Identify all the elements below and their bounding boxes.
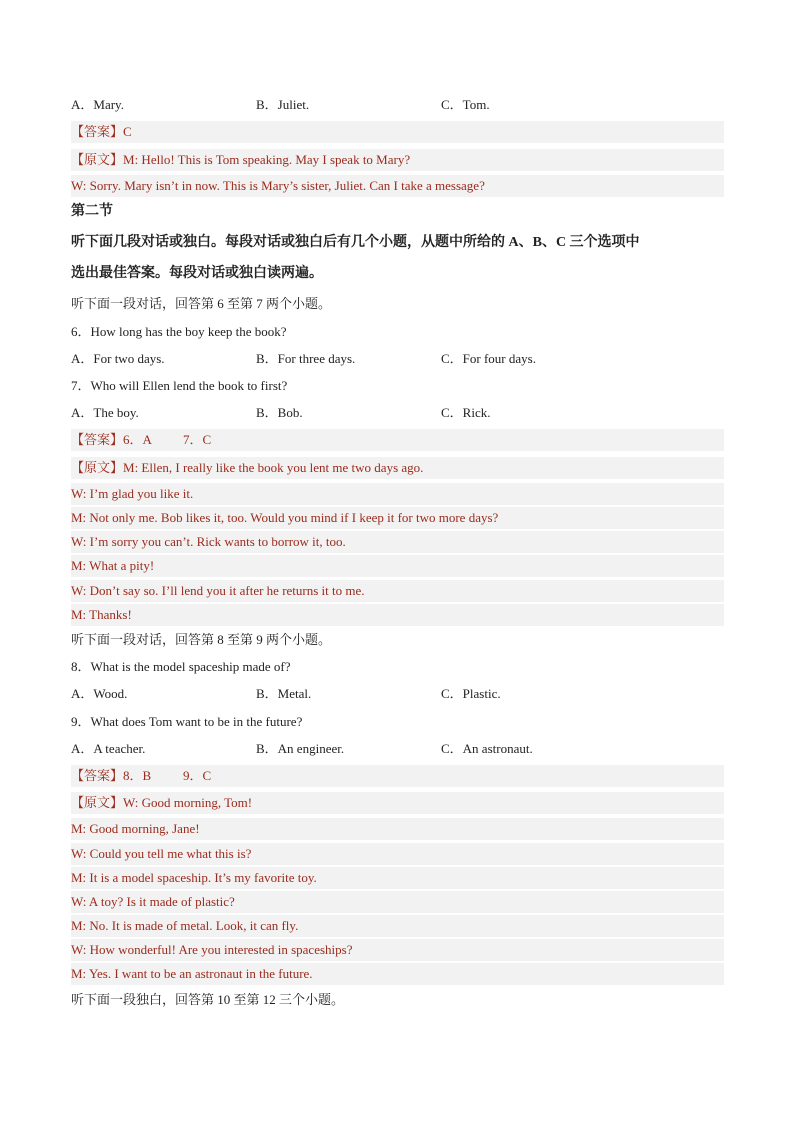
transcript-line: M: Not only me. Bob likes it, too. Would you mind if I keep it for two more days? <box>71 507 724 529</box>
answer-tag: 【答案】 <box>71 432 124 447</box>
answer-value: 7．C <box>183 432 212 447</box>
q7-option-b: B．Bob. <box>256 405 303 420</box>
answer-value: 8．B <box>123 768 152 783</box>
q7-option-c: C．Rick. <box>441 405 491 420</box>
transcript-text: W: Sorry. Mary isn’t in now. This is Mary’s sister, Juliet. Can I take a message? <box>71 178 485 193</box>
transcript-line: W: A toy? Is it made of plastic? <box>71 891 724 913</box>
transcript-text: W: Good morning, Tom! <box>123 795 253 810</box>
q7-option-a: A．The boy. <box>71 405 139 420</box>
transcript-line: W: Don’t say so. I’ll lend you it after he returns it to me. <box>71 580 724 602</box>
transcript-line: M: It is a model spaceship. It’s my favorite toy. <box>71 867 724 889</box>
answer-tag: 【答案】 <box>71 768 124 783</box>
q8-option-b: B．Metal. <box>256 686 312 701</box>
q6-option-c: C．For four days. <box>441 351 536 366</box>
group2-answer <box>71 765 724 787</box>
section-instruction: 选出最佳答案。每段对话或独白读两遍。 <box>71 266 323 281</box>
transcript-tag: 【原文】 <box>71 460 124 475</box>
transcript-line <box>71 457 724 479</box>
answer-value: 6．A <box>123 432 152 447</box>
q6-option-a: A．For two days. <box>71 351 165 366</box>
q7-question: 7．Who will Ellen lend the book to first? <box>71 378 288 393</box>
transcript-tag: 【原文】 <box>71 795 124 810</box>
q5-answer <box>71 121 724 143</box>
transcript-line: W: I’m sorry you can’t. Rick wants to borrow it, too. <box>71 531 724 553</box>
q9-options <box>71 738 724 760</box>
group1-intro: 听下面一段对话，回答第 6 至第 7 两个小题。 <box>71 296 332 311</box>
q5-option-c: C．Tom. <box>441 97 490 112</box>
q9-option-c: C．An astronaut. <box>441 741 533 756</box>
q6-option-b: B．For three days. <box>256 351 356 366</box>
answer-value: 9．C <box>183 768 212 783</box>
q5-option-b: B．Juliet. <box>256 97 310 112</box>
transcript-line: W: I’m glad you like it. <box>71 483 724 505</box>
transcript-line: M: No. It is made of metal. Look, it can fly. <box>71 915 724 937</box>
transcript-line: M: Thanks! <box>71 604 724 626</box>
q5-options <box>71 94 724 116</box>
answer-tag: 【答案】 <box>71 124 124 139</box>
q7-options <box>71 402 724 424</box>
answer-value: C <box>123 124 132 139</box>
transcript-line: M: What a pity! <box>71 555 724 577</box>
q5-transcript-line <box>71 175 724 197</box>
transcript-line: M: Good morning, Jane! <box>71 818 724 840</box>
transcript-line: W: Could you tell me what this is? <box>71 843 724 865</box>
q9-question: 9．What does Tom want to be in the future? <box>71 714 303 729</box>
q5-transcript-line <box>71 149 724 171</box>
transcript-text: M: Hello! This is Tom speaking. May I speak to Mary? <box>123 152 411 167</box>
q5-option-a: A．Mary. <box>71 97 124 112</box>
group1-answer <box>71 429 724 451</box>
q8-options <box>71 683 724 705</box>
section-title: 第二节 <box>71 204 113 219</box>
transcript-text: M: Ellen, I really like the book you lent me two days ago. <box>123 460 424 475</box>
section-instruction: 听下面几段对话或独白。每段对话或独白后有几个小题，从题中所给的 A、B、C 三个选项中 <box>71 235 640 250</box>
transcript-line <box>71 792 724 814</box>
group3-intro: 听下面一段独白，回答第 10 至第 12 三个小题。 <box>71 992 345 1007</box>
q9-option-a: A．A teacher. <box>71 741 146 756</box>
transcript-line: M: Yes. I want to be an astronaut in the future. <box>71 963 724 985</box>
q6-question: 6．How long has the boy keep the book? <box>71 324 287 339</box>
q8-option-c: C．Plastic. <box>441 686 501 701</box>
group2-intro: 听下面一段对话，回答第 8 至第 9 两个小题。 <box>71 632 332 647</box>
q9-option-b: B．An engineer. <box>256 741 345 756</box>
transcript-line: W: How wonderful! Are you interested in spaceships? <box>71 939 724 961</box>
transcript-tag: 【原文】 <box>71 152 124 167</box>
q8-option-a: A．Wood. <box>71 686 128 701</box>
q6-options <box>71 348 724 370</box>
q8-question: 8．What is the model spaceship made of? <box>71 659 291 674</box>
